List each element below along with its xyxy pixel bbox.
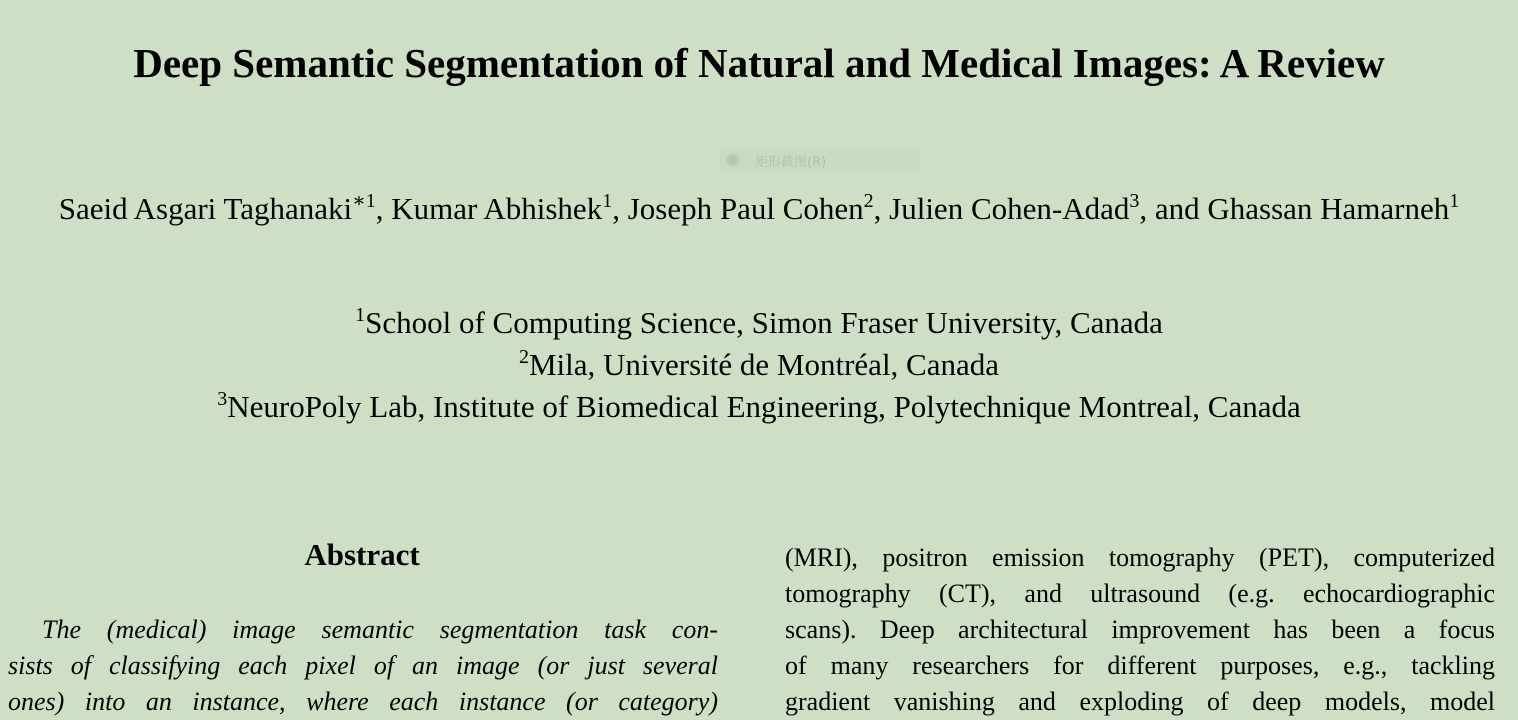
affiliation-line [0,344,1518,386]
body-line: gradient vanishing and exploding of deep models, model [785,687,1495,716]
right-column-body [785,540,1495,720]
abstract-line: ones) into an instance, where each instance (or category) [8,687,718,716]
body-line: of many researchers for different purposes, e.g., tackling [785,651,1495,680]
author-separator: , and [1139,191,1208,226]
author-name: Kumar Abhishek [391,191,603,226]
affiliation-text: Mila, Université de Montréal, Canada [528,347,1000,382]
capture-icon [729,156,737,164]
body-line: tomography (CT), and ultrasound (e.g. echocardiographic [785,579,1495,608]
affiliation-mark: 2 [518,346,529,368]
author-separator: , [873,191,890,226]
author-name: Joseph Paul Cohen [627,191,864,226]
body-line: (MRI), positron emission tomography (PET), computerized [785,543,1495,572]
affiliation-text: School of Computing Science, Simon Fraser University, Canada [365,305,1163,340]
author-affiliation-mark: ∗1 [352,190,376,212]
paper-title: Deep Semantic Segmentation of Natural and Medical Images: A Review [133,40,1385,86]
author-affiliation-mark: 1 [602,190,613,212]
author-name: Saeid Asgari Taghanaki [58,191,353,226]
abstract-heading: Abstract [304,537,420,572]
author-affiliation-mark: 2 [863,190,874,212]
affiliation-line [0,302,1518,344]
affiliation-list [0,302,1518,428]
author-affiliation-mark: 3 [1129,190,1140,212]
affiliation-line [0,386,1518,428]
screenshot-tool-tooltip[interactable] [720,148,920,172]
author-separator: , [612,191,628,226]
affiliation-text: NeuroPoly Lab, Institute of Biomedical Engineering, Polytechnique Montreal, Canada [227,389,1301,424]
author-name: Julien Cohen-Adad [889,191,1130,226]
abstract-line: The (medical) image semantic segmentation task con- [42,615,718,644]
affiliation-mark: 3 [217,388,228,410]
body-line: scans). Deep architectural improvement has been a focus [785,615,1495,644]
author-name: Ghassan Hamarneh [1207,191,1450,226]
author-affiliation-mark: 1 [1449,190,1460,212]
abstract-line: sists of classifying each pixel of an image (or just several [8,651,718,680]
tooltip-label: 矩形截图(R) [755,154,827,170]
affiliation-mark: 1 [355,304,366,326]
abstract-body [8,612,718,720]
author-list [0,189,1518,229]
author-separator: , [375,191,392,226]
